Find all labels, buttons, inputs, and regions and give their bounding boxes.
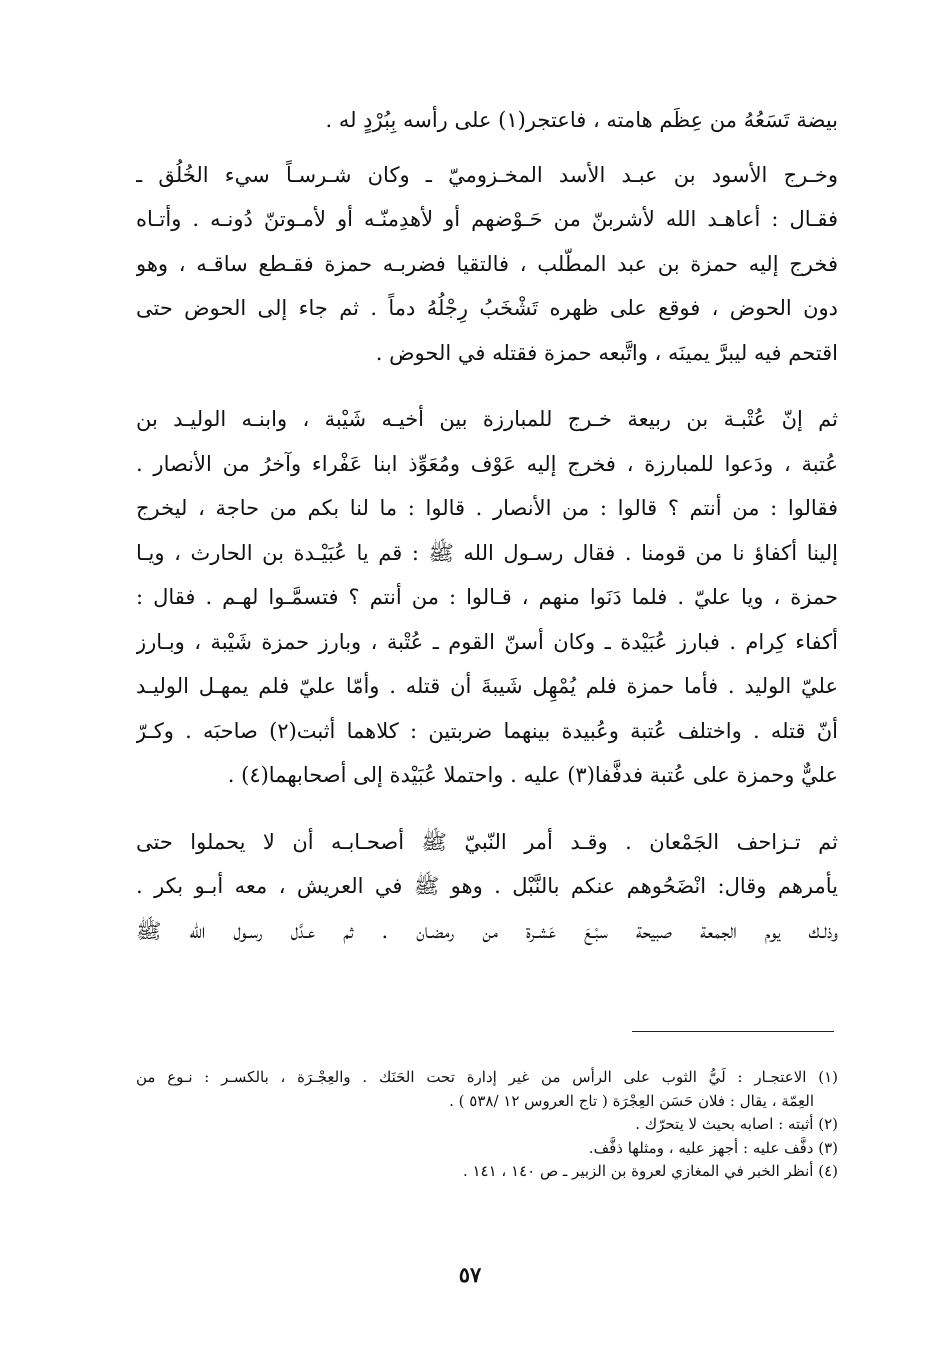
paragraph-2 [136, 153, 838, 376]
text-line: عُتبة ، ودَعوا للمبارزة ، فخرج إليه عَوْف ومُعَوِّذ ابنا عَفْراء وآخرُ من الأنصار . [136, 451, 838, 476]
text-line: فقالوا : من أنتم ؟ قالوا : من الأنصار . قالوا : ما لنا بكم من حاجة ، ليخرج [136, 496, 838, 520]
footnote-line: (٤) أنظر الخبر في المغازي لعروة بن الزبير ـ ص ١٤٠ ، ١٤١ . [462, 1162, 838, 1180]
text-line: فخرج إليه حمزة بن عبد المطّلب ، فالتقيا فضربـه حمزة فقـطع ساقـه ، وهو [136, 251, 838, 276]
footnote-4 [136, 1160, 838, 1184]
footnote-3 [136, 1137, 838, 1161]
text-line: يأمرهم وقال: انْضَحُوهم عنكم بالنَّبْل . وهو ﷺ في العريش ، معه أبـو بكر . [136, 874, 838, 898]
paragraph-gap [136, 798, 838, 820]
text-line: أنّ قتله . واختلف عُتبة وعُبيدة بينهما ضربتين : كلاهما أثبت(٢) صاحبَه . وكـرّ [136, 718, 838, 743]
text-line: ثم إنّ عُتْبـة بن ربيعة خـرج للمبارزة بين أخيـه شَيْبة ، وابنـه الوليـد بن [136, 407, 838, 431]
footnote-1 [136, 1066, 838, 1113]
paragraph-1 [136, 98, 838, 143]
text-line: وذلـك يوم الجمعة صبيحة سبْـعَ عَشـرة من رمضـان . ثم عـدَّل رسـول الله ﷺ [136, 918, 838, 943]
footnotes [136, 1066, 838, 1184]
text-line: إلينا أكفاؤ نا من قومنا . فقال رسـول الله ﷺ : قم يا عُبَيْـدة بن الحارث ، ويـا [136, 540, 838, 565]
page-number: ٥٧ [458, 1262, 482, 1287]
footnote-line: العِمّة ، يقال : فلان حَسَن العِجْرَة ( تاج العروس ١٢ /٥٣٨ ) . [449, 1091, 814, 1110]
paragraph-gap [136, 143, 838, 153]
footnote-line: (٣) دفَّف عليه : أجهز عليه ، ومثلها ذفَّف. [588, 1138, 838, 1157]
main-text [136, 98, 838, 953]
text-line: أكفاء كِرام . فبارز عُبَيْدة ـ وكان أسنّ القوم ـ عُتْبة ، وبارز حمزة شَيْبة ، وبـارز [136, 629, 838, 654]
text-line: حمزة ، ويا عليّ . فلما دَنَوا منهم ، قـالوا : من أنتم ؟ فتسمَّـوا لهـم . فقال : [136, 585, 838, 609]
text-line: ثم تـزاحف الجَمْعان . وقـد أمر النّبيّ ﷺ أصحـابـه أن لا يحملوا حتى [136, 829, 838, 854]
text-line: وخـرج الأسود بن عبـد الأسد المخـزوميّ ـ وكان شـرسـاً سيء الخُلُق ـ [136, 162, 838, 187]
text-line: بيضة تَسَعُهُ من عِظَم هامته ، فاعتجر(١) على رأسه بِبُرْدٍ له . [325, 108, 838, 132]
paragraph-4 [136, 820, 838, 954]
text-line: اقتحم فيه ليبرَّ يمينَه ، واتَّبعه حمزة فقتله في الحوض . [375, 340, 838, 365]
footnote-line: (٢) أثبته : اصابه بحيث لا يتحرّك . [635, 1115, 838, 1133]
footnote-line: (١) الاعتجـار : لَيُّ الثوب على الرأس من غير إدارة تحت الحَنَك . والعِجْـرَة ، بالكسـر : نـوع من [136, 1068, 838, 1086]
text-line: عليّ الوليد . فأما حمزة فلم يُمْهِل شَيبةَ أن قتله . وأمّا عليّ فلم يمهـل الوليـد [136, 674, 838, 698]
text-line: فقـال : أعاهـد الله لأشربنّ من حَـوْضهم أو لأهدِمنّـه أو لأمـوتنّ دُونـه . وأتـاه [136, 207, 838, 231]
footnote-separator [632, 1031, 834, 1032]
text-line: دون الحوض ، فوقع على ظهره تَشْخَبُ رِجْلُهُ دماً . ثم جاء إلى الحوض حتى [136, 296, 838, 320]
footnote-2 [136, 1113, 838, 1137]
paragraph-gap [136, 375, 838, 397]
paragraph-3 [136, 397, 838, 798]
text-line: عليٌّ وحمزة على عُتبة فدفَّفا(٣) عليه . واحتملا عُبَيْدة إلى أصحابهما(٤) . [227, 763, 838, 787]
